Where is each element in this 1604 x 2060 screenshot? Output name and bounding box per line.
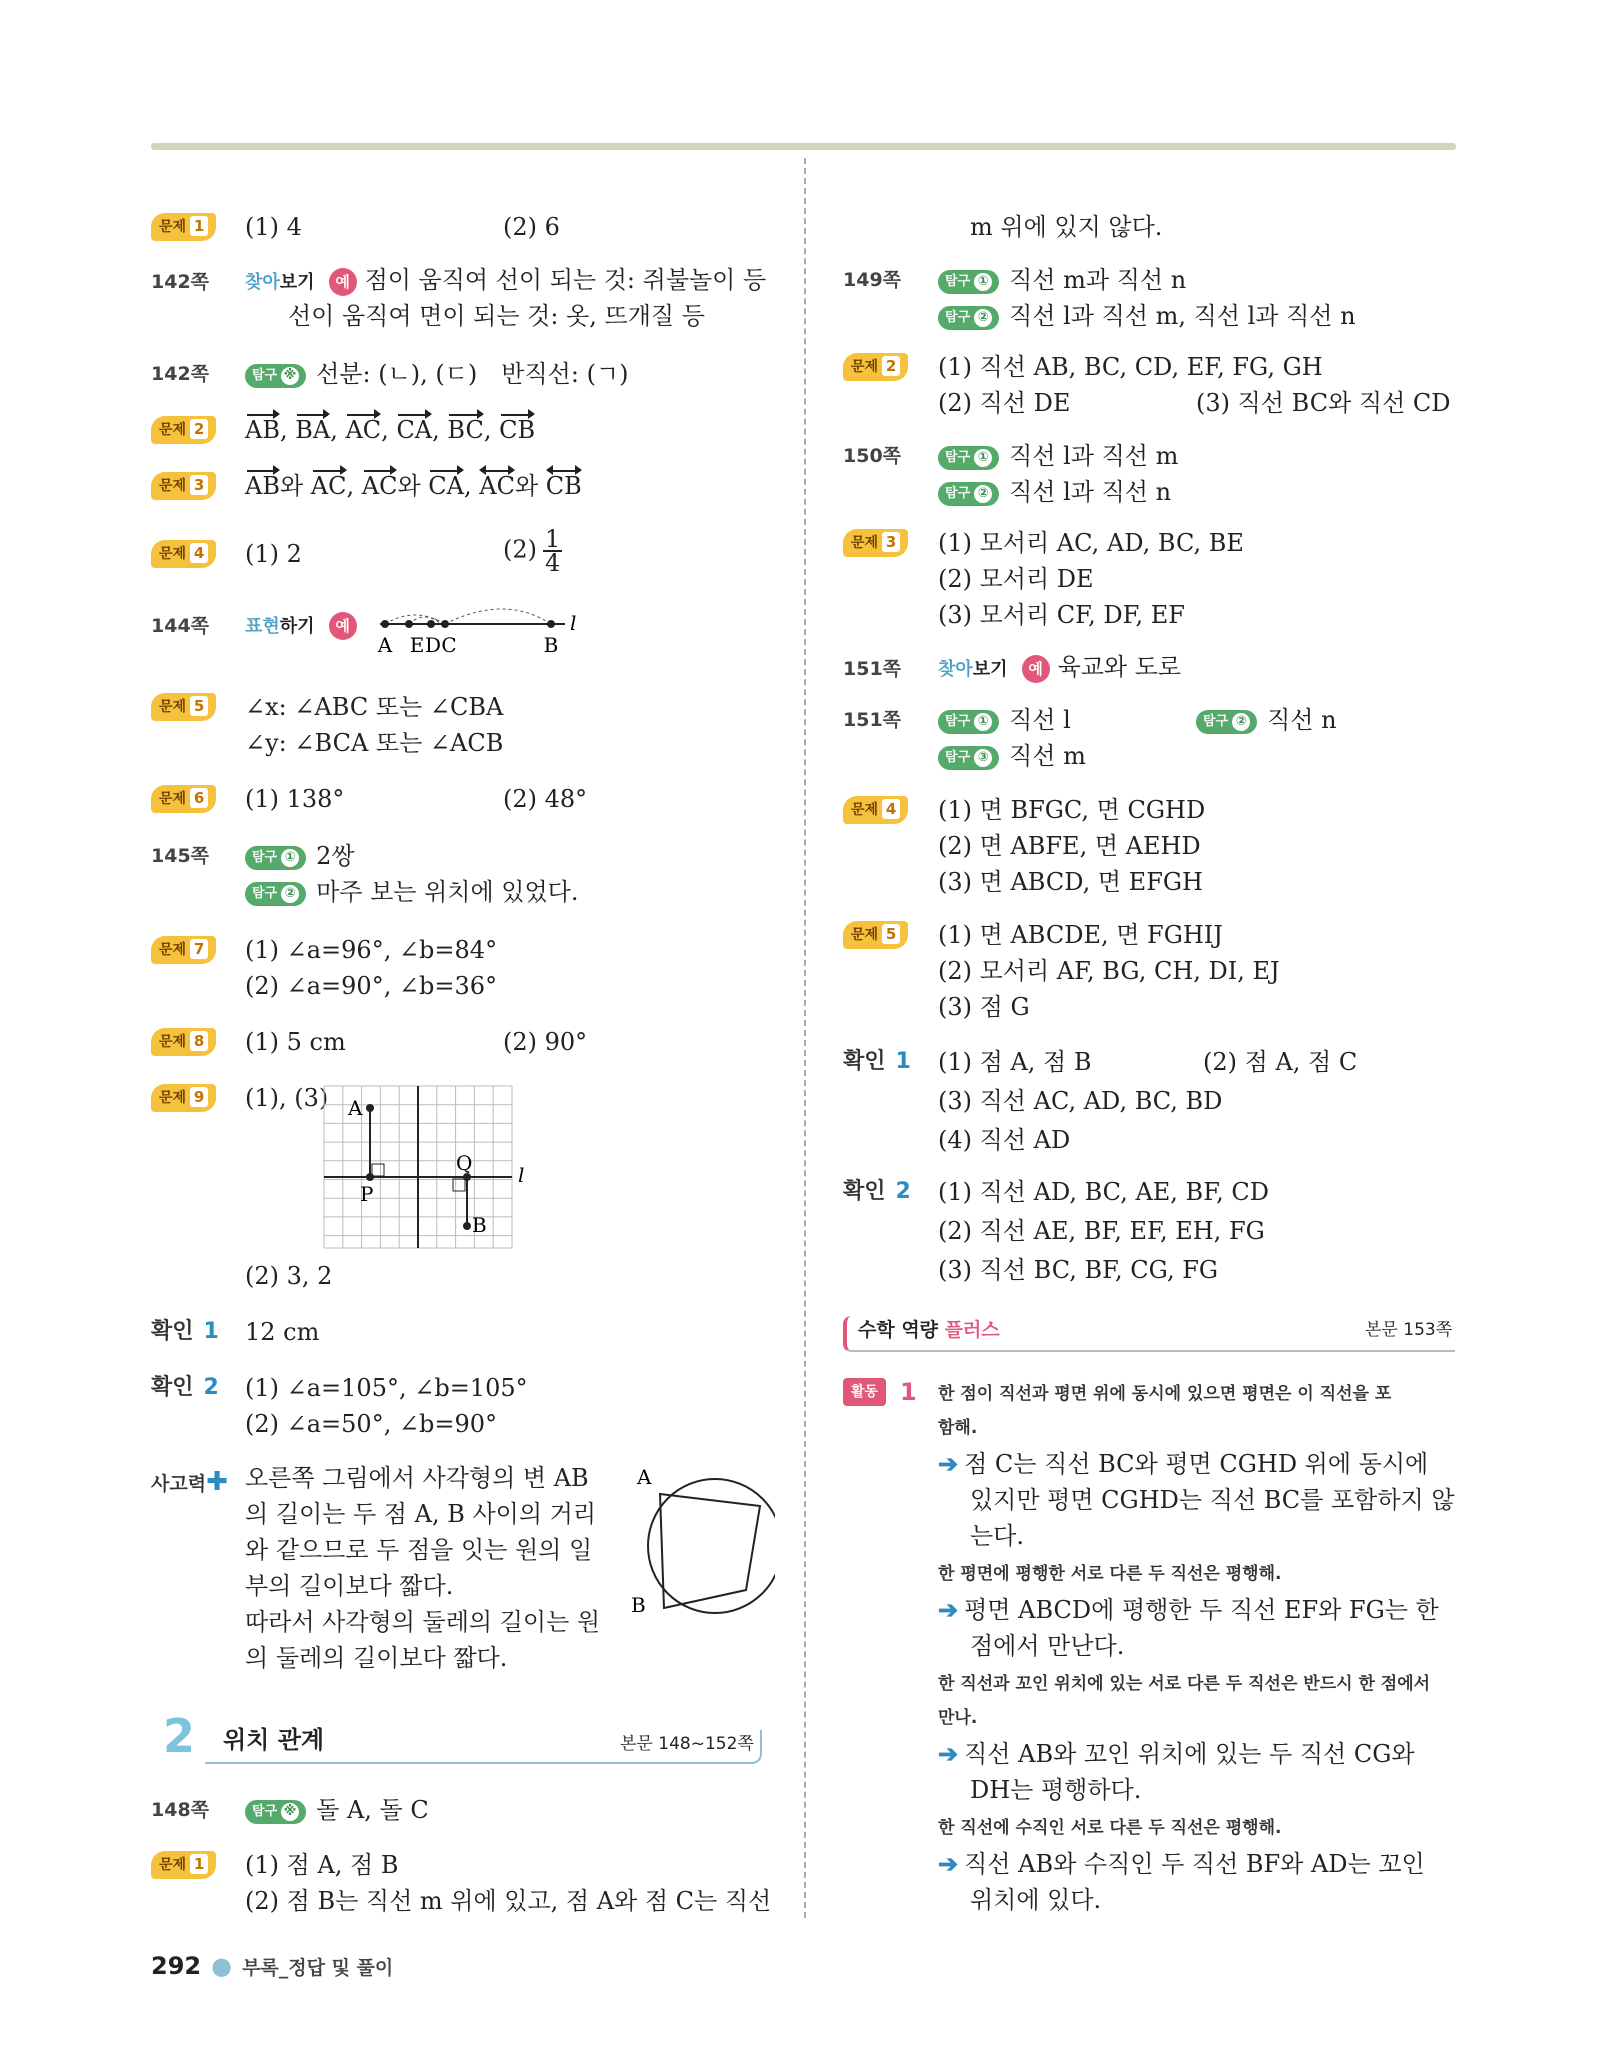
page-ref: 142쪽 [151, 363, 210, 385]
answer-line: (1) 면 ABCDE, 면 FGHIJ [938, 921, 1223, 949]
answer-line: (2) 점 B는 직선 m 위에 있고, 점 A와 점 C는 직선 [245, 1887, 772, 1915]
answer-line: (3) 모서리 CF, DF, EF [938, 601, 1185, 629]
answer-fraction: (2) $\frac{1}{4}$ [503, 525, 561, 577]
reason-line: 있지만 평면 CGHD는 직선 BC를 포함하지 않 [970, 1486, 1455, 1514]
answer-line: (2) 직선 AE, BF, EF, EH, FG [938, 1217, 1265, 1245]
reason-line: DH는 평행하다. [970, 1776, 1142, 1804]
top-rule [151, 143, 1456, 150]
ray-list: AB, BA, AC, CA, BC, CB [245, 412, 535, 448]
answer-line: (4) 직선 AD [938, 1126, 1071, 1154]
page-ref: 142쪽 [151, 271, 210, 293]
problem-badge: 문제 4 [843, 796, 908, 824]
answer-line: (1) 직선 AD, BC, AE, BF, CD [938, 1178, 1269, 1206]
problem-badge: 문제 8 [151, 1028, 216, 1056]
point-label: A [637, 1465, 652, 1489]
problem-badge: 문제 5 [843, 921, 908, 949]
confirm-label: 확인 2 [151, 1375, 219, 1400]
explore-line: 탐구 ① 직선 l [938, 702, 1071, 738]
point-label: D [424, 633, 442, 657]
reason-line: ➔ 평면 ABCD에 평행한 두 직선 EF와 FG는 한 [938, 1595, 1439, 1624]
confirm-label: 확인 1 [151, 1319, 219, 1344]
answer-line: ∠y: ∠BCA 또는 ∠ACB [245, 729, 504, 757]
answer-line: (1) 모서리 AC, AD, BC, BE [938, 529, 1244, 557]
section-underline [205, 1730, 762, 1764]
answer: (2) 3, 2 [245, 1262, 333, 1290]
point-label: E [409, 633, 425, 657]
answer: (1) 4 [245, 213, 302, 241]
answer-line: (1) 직선 AB, BC, CD, EF, FG, GH [938, 353, 1323, 381]
reason-line: 점에서 만난다. [970, 1632, 1125, 1660]
example-line: 선이 움직여 면이 되는 것: 옷, 뜨개질 등 [288, 302, 705, 330]
answer-line: (2) 면 ABFE, 면 AEHD [938, 832, 1201, 860]
page-ref: 144쪽 [151, 615, 210, 637]
reason-line: 위치에 있다. [970, 1886, 1102, 1914]
arrow-icon: ➔ [938, 1595, 959, 1624]
explore-line: 탐구 ① 직선 l과 직선 m [938, 438, 1178, 474]
section-number: 2 [163, 1709, 196, 1763]
problem-badge: 문제 3 [151, 472, 216, 500]
answer-line: (1) ∠a=105°, ∠b=105° [245, 1374, 528, 1402]
hint-line: 한 직선에 수직인 서로 다른 두 직선은 평행해. [938, 1818, 1282, 1838]
example-line: 찾아보기 예 육교와 도로 [938, 653, 1182, 681]
point-label: A [377, 633, 393, 657]
reason-line: 는다. [970, 1522, 1024, 1550]
confirm-label: 확인 1 [843, 1049, 911, 1074]
answer-line: (2) 직선 DE [938, 389, 1071, 417]
example-icon: 예 [1022, 655, 1050, 683]
problem-badge: 문제 7 [151, 936, 216, 964]
answer-line: m 위에 있지 않다. [970, 213, 1163, 241]
answer: (2) 6 [503, 213, 560, 241]
find-label: 찾아보기 [245, 272, 315, 293]
explore-line: 탐구 ① 2쌍 [245, 838, 355, 874]
answer: (2) 90° [503, 1028, 588, 1056]
answer-line: (2) 모서리 DE [938, 565, 1094, 593]
explore-line: 탐구 ② 마주 보는 위치에 있었다. [245, 874, 578, 910]
activity-badge: 활동 [843, 1378, 886, 1406]
answer-line: (3) 직선 AC, AD, BC, BD [938, 1087, 1223, 1115]
line-label: l [518, 1163, 525, 1187]
explore-line: 탐구 ② 직선 l과 직선 m, 직선 l과 직선 n [938, 298, 1356, 334]
explore-line: 탐구 ③ 직선 m [938, 738, 1086, 774]
point-label: B [472, 1213, 487, 1237]
hint-line: 한 평면에 평행한 서로 다른 두 직선은 평행해. [938, 1564, 1282, 1584]
example-line: 찾아보기 예 점이 움직여 선이 되는 것: 쥐불놀이 등 [245, 266, 767, 294]
problem-badge: 문제 4 [151, 540, 216, 568]
page-ref: 151쪽 [843, 709, 902, 731]
problem-badge: 문제 2 [843, 353, 908, 381]
plus-title: 수학 역량 플러스 [858, 1319, 1000, 1341]
answer: 12 cm [245, 1318, 320, 1346]
reason-line: ➔ 직선 AB와 꼬인 위치에 있는 두 직선 CG와 [938, 1739, 1415, 1768]
line-diagram [375, 600, 585, 660]
arrow-icon: ➔ [938, 1739, 959, 1768]
reason-line: ➔ 직선 AB와 수직인 두 직선 BF와 AD는 꼬인 [938, 1849, 1425, 1878]
answer-line: (3) 직선 BC, BF, CG, FG [938, 1256, 1219, 1284]
problem-badge: 문제 3 [843, 529, 908, 557]
answer-line: (2) ∠a=90°, ∠b=36° [245, 972, 498, 1000]
example-icon: 예 [329, 612, 357, 640]
answer-line: (2) ∠a=50°, ∠b=90° [245, 1410, 498, 1438]
answer-line: (1) 점 A, 점 B [938, 1048, 1092, 1076]
reason-line: ➔ 점 C는 직선 BC와 평면 CGHD 위에 동시에 [938, 1449, 1429, 1478]
answer-line: (1) 면 BFGC, 면 CGHD [938, 796, 1206, 824]
answer: (1) 5 cm [245, 1028, 346, 1056]
explore-line: 탐구 ① 직선 m과 직선 n [938, 262, 1186, 298]
thinking-label: 사고력✚ [151, 1467, 228, 1497]
ray-pairs: AB와 AC, AC와 CA, AC 와 CB [245, 468, 582, 504]
point-label: Q [456, 1151, 473, 1175]
answer-line: ∠x: ∠ABC 또는 ∠CBA [245, 693, 504, 721]
activity-number: 1 [900, 1378, 917, 1406]
explore-tag: 탐구 ※ [245, 364, 306, 388]
answer-line: (2) 점 A, 점 C [1203, 1048, 1358, 1076]
page-ref: 150쪽 [843, 445, 902, 467]
answer-line: (2) 모서리 AF, BG, CH, DI, EJ [938, 957, 1280, 985]
section-title: 위치 관계 [223, 1726, 325, 1754]
page-ref: 149쪽 [843, 269, 902, 291]
problem-badge: 문제 1 [151, 213, 216, 241]
footer-text: 부록_정답 및 풀이 [242, 1957, 394, 1979]
circle-quad-diagram [625, 1462, 775, 1622]
answer-line: (3) 직선 BC와 직선 CD [1196, 389, 1451, 417]
point-label: B [543, 633, 559, 657]
problem-badge: 문제 2 [151, 416, 216, 444]
page-ref: 145쪽 [151, 845, 210, 867]
problem-badge: 문제 6 [151, 785, 216, 813]
point-label: A [348, 1096, 363, 1120]
answer: (1), (3) [245, 1084, 329, 1112]
answer: (1) 2 [245, 540, 302, 568]
section-ref: 본문 148~152쪽 [620, 1734, 754, 1754]
thinking-text: 오른쪽 그림에서 사각형의 변 AB 의 길이는 두 점 A, B 사이의 거리 와 같으므로 두 점을 잇는 원의 일 부의 길이보다 짧다. 따라서 사각형의 둘레의 길이는 원 의 둘레의 길이보다 짧다. [245, 1464, 601, 1672]
answer-line: (1) ∠a=96°, ∠b=84° [245, 936, 498, 964]
page-ref: 151쪽 [843, 658, 902, 680]
explore-line: 탐구 ② 직선 l과 직선 n [938, 474, 1171, 510]
line-label: l [570, 611, 577, 635]
answer-line: (1) 점 A, 점 B [245, 1851, 399, 1879]
point-label: B [631, 1593, 646, 1617]
page-ref: 148쪽 [151, 1799, 210, 1821]
arrow-icon: ➔ [938, 1849, 959, 1878]
column-divider [804, 158, 806, 1918]
problem-badge: 문제 5 [151, 693, 216, 721]
hint-line: 한 직선과 꼬인 위치에 있는 서로 다른 두 직선은 반드시 한 점에서 [938, 1674, 1431, 1694]
hint-line: 한 점이 직선과 평면 위에 동시에 있으면 평면은 이 직선을 포 [938, 1384, 1392, 1404]
problem-badge: 문제 1 [151, 1851, 216, 1879]
confirm-label: 확인 2 [843, 1179, 911, 1204]
express-label: 표현하기 예 [245, 606, 365, 645]
page-number: 292 [151, 1952, 202, 1980]
hint-line: 만나. [938, 1708, 978, 1728]
grid-diagram [322, 1084, 532, 1254]
answer: (1) 138° [245, 785, 345, 813]
point-label: C [441, 633, 457, 657]
explore-line: 탐구 ② 직선 n [1196, 702, 1337, 738]
arrow-icon: ➔ [938, 1449, 959, 1478]
example-icon: 예 [329, 268, 357, 296]
problem-badge: 문제 9 [151, 1084, 216, 1112]
point-label: P [360, 1182, 374, 1206]
plus-ref: 본문 153쪽 [1365, 1320, 1453, 1340]
answer-line: (3) 면 ABCD, 면 EFGH [938, 868, 1203, 896]
explore-line: 탐구 ※ 선분: (ㄴ), (ㄷ) 반직선: (ㄱ) [245, 356, 628, 392]
explore-line: 탐구 ※ 돌 A, 돌 C [245, 1792, 429, 1828]
answer-line: (3) 점 G [938, 993, 1030, 1021]
answer: (2) 48° [503, 785, 588, 813]
hint-line: 함해. [938, 1418, 978, 1438]
footer: 292 ● 부록_정답 및 풀이 [151, 1952, 394, 1980]
